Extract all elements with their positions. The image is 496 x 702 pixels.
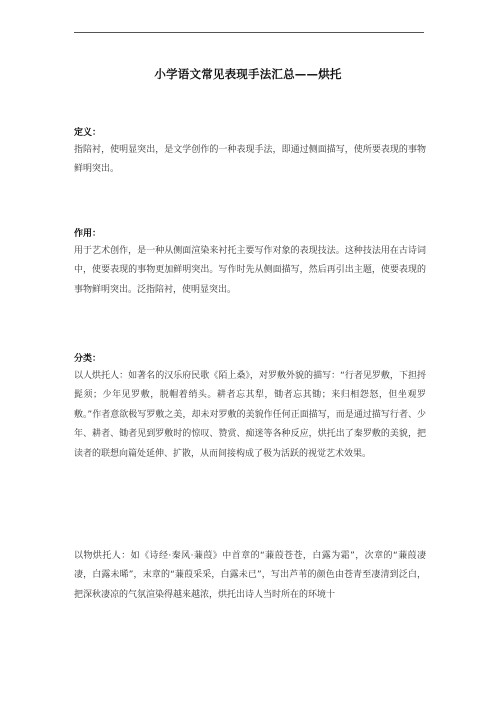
section-heading-definition: 定义： — [74, 128, 102, 138]
category-paragraph-objects: 以物烘托人：如《诗经·秦风·蒹葭》中首章的“蒹葭苍苍，白露为霜”，次章的“蒹葭凄凄，白露未晞”，末章的“蒹葭采采，白露未已”，写出芦苇的颜色由苍青至凄清到泛白，把深秋凄凉的气氛渲染得越来越浓，烘托出诗人当时所在的环境十 — [74, 551, 426, 600]
section-heading-category: 分类： — [74, 354, 102, 364]
header-rule — [74, 32, 424, 33]
definition-paragraph: 指陪衬，使明显突出，是文学创作的一种表现手法，即通过侧面描写，使所要表现的事物鲜明突出。 — [74, 145, 426, 175]
function-paragraph: 用于艺术创作，是一种从侧面渲染来衬托主要写作对象的表现技法。这种技法用在古诗词中，使要表现的事物更加鲜明突出。写作时先从侧面描写，然后再引出主题，使要表现的事物鲜明突出。泛指陪衬，使明显突出。 — [74, 246, 426, 295]
page-title: 小学语文常见表现手法汇总——烘托 — [154, 67, 342, 81]
category-paragraph-people: 以人烘托人：如著名的汉乐府民歌《陌上桑》，对罗敷外貌的描写：“行者见罗敷，下担捋髭须；少年见罗敷，脱帽着绡头。耕者忘其犁，锄者忘其锄；来归相怨怒，但坐观罗敷。”作者意欲极写罗敷之美，却未对罗敷的美貌作任何正面描写，而是通过描写行者、少年、耕者、锄者见到罗敷时的惊叹、赞赏、痴迷等各种反应，烘托出了秦罗敷的美貌，把读者的联想向篇处延伸、扩散，从而间接构成了极为活跃的视觉艺术效果。 — [74, 371, 426, 459]
section-heading-function: 作用： — [74, 229, 102, 239]
